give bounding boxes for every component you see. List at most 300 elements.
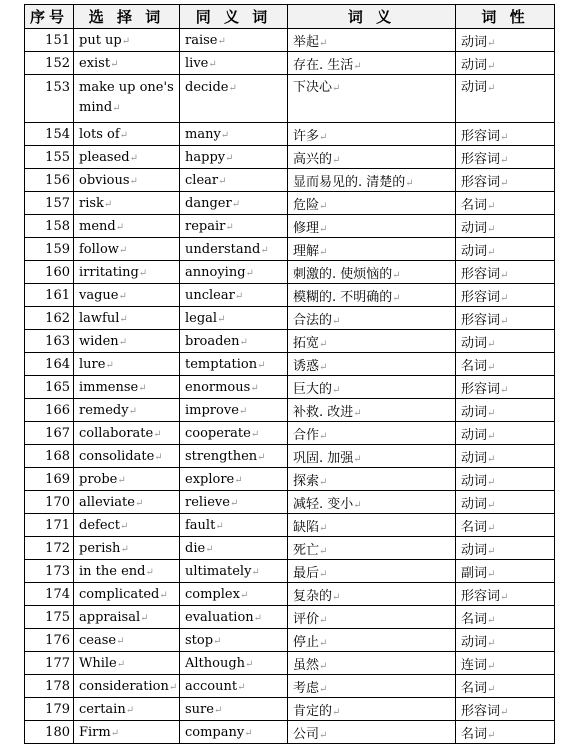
row-part-of-speech bbox=[456, 445, 555, 468]
row-synonym bbox=[180, 169, 288, 192]
paragraph-mark-icon: ↵ bbox=[487, 545, 496, 557]
row-synonym-text: improve bbox=[185, 402, 239, 418]
row-part-of-speech-text: 动词 bbox=[461, 243, 488, 259]
row-synonym bbox=[180, 284, 288, 307]
row-part-of-speech-text: 动词 bbox=[461, 34, 488, 50]
paragraph-mark-icon: ↵ bbox=[500, 384, 509, 396]
row-part-of-speech bbox=[456, 560, 555, 583]
paragraph-mark-icon: ↵ bbox=[500, 269, 509, 281]
row-part-of-speech bbox=[456, 75, 555, 123]
paragraph-mark-icon: ↵ bbox=[487, 453, 496, 465]
row-meaning bbox=[288, 468, 456, 491]
row-number bbox=[25, 491, 74, 514]
row-synonym bbox=[180, 514, 288, 537]
row-word-text: follow bbox=[79, 241, 119, 257]
paragraph-mark-icon: ↵ bbox=[234, 290, 244, 302]
row-word-text: widen bbox=[79, 333, 119, 349]
paragraph-mark-icon: ↵ bbox=[251, 566, 260, 578]
paragraph-mark-icon: ↵ bbox=[205, 543, 214, 555]
paragraph-mark-icon: ↵ bbox=[487, 522, 496, 534]
row-part-of-speech-text: 名词 bbox=[461, 197, 488, 213]
paragraph-mark-icon: ↵ bbox=[500, 292, 509, 304]
paragraph-mark-icon: ↵ bbox=[110, 58, 119, 70]
row-word bbox=[74, 284, 180, 307]
row-number bbox=[25, 445, 74, 468]
paragraph-mark-icon: ↵ bbox=[487, 637, 496, 649]
row-word bbox=[74, 606, 180, 629]
row-part-of-speech-text: 动词 bbox=[461, 57, 488, 73]
row-synonym-text: strengthen bbox=[185, 448, 258, 464]
paragraph-mark-icon: ↵ bbox=[487, 83, 496, 94]
paragraph-mark-icon: ↵ bbox=[239, 589, 249, 601]
paragraph-mark-icon: ↵ bbox=[118, 290, 127, 302]
row-number-text: 168 bbox=[45, 448, 70, 464]
paragraph-mark-icon: ↵ bbox=[257, 359, 266, 371]
row-number-text: 163 bbox=[45, 333, 70, 349]
paragraph-mark-icon: ↵ bbox=[487, 37, 496, 49]
paragraph-mark-icon: ↵ bbox=[115, 221, 125, 233]
row-word-text: collaborate bbox=[79, 425, 154, 441]
row-part-of-speech-text: 连词 bbox=[461, 657, 488, 673]
paragraph-mark-icon: ↵ bbox=[116, 658, 126, 670]
row-synonym bbox=[180, 698, 288, 721]
row-synonym bbox=[180, 583, 288, 606]
row-number-text: 165 bbox=[45, 379, 70, 395]
table-row bbox=[25, 330, 555, 353]
row-number bbox=[25, 376, 74, 399]
paragraph-mark-icon: ↵ bbox=[332, 83, 341, 94]
row-meaning bbox=[288, 491, 456, 514]
row-synonym-text: many bbox=[185, 126, 221, 142]
row-part-of-speech-text: 动词 bbox=[461, 427, 488, 443]
paragraph-mark-icon: ↵ bbox=[117, 474, 126, 486]
row-number bbox=[25, 721, 74, 744]
paragraph-mark-icon: ↵ bbox=[129, 152, 139, 164]
paragraph-mark-icon: ↵ bbox=[213, 704, 223, 716]
row-word-text: put up bbox=[79, 32, 122, 48]
table-row bbox=[25, 399, 555, 422]
row-synonym-text: live bbox=[185, 55, 209, 71]
row-meaning bbox=[288, 675, 456, 698]
row-meaning-text: 显而易见的. 清楚的 bbox=[293, 174, 406, 190]
paragraph-mark-icon: ↵ bbox=[118, 244, 128, 256]
row-number-text: 180 bbox=[45, 724, 70, 740]
row-number-text: 154 bbox=[45, 126, 70, 142]
row-meaning bbox=[288, 261, 456, 284]
paragraph-mark-icon: ↵ bbox=[105, 359, 114, 371]
row-part-of-speech bbox=[456, 514, 555, 537]
row-word-text: lure bbox=[79, 356, 106, 372]
paragraph-mark-icon: ↵ bbox=[353, 60, 362, 72]
row-meaning-text: 许多 bbox=[293, 128, 320, 144]
row-word bbox=[74, 721, 180, 744]
row-number bbox=[25, 606, 74, 629]
row-number-text: 167 bbox=[45, 425, 70, 441]
row-meaning bbox=[288, 422, 456, 445]
paragraph-mark-icon: ↵ bbox=[332, 154, 341, 166]
row-part-of-speech-text: 形容词 bbox=[461, 174, 501, 190]
row-part-of-speech-text: 动词 bbox=[461, 473, 488, 489]
row-meaning-text: 下决心 bbox=[293, 80, 333, 95]
row-number bbox=[25, 307, 74, 330]
row-synonym-text: relieve bbox=[185, 494, 230, 510]
row-number bbox=[25, 29, 74, 52]
row-meaning bbox=[288, 698, 456, 721]
paragraph-mark-icon: ↵ bbox=[500, 591, 509, 603]
row-word bbox=[74, 146, 180, 169]
row-word bbox=[74, 75, 180, 123]
paragraph-mark-icon: ↵ bbox=[217, 313, 226, 325]
row-synonym-text: understand bbox=[185, 241, 261, 257]
paragraph-mark-icon: ↵ bbox=[319, 545, 328, 557]
paragraph-mark-icon: ↵ bbox=[238, 405, 248, 417]
row-part-of-speech-text: 形容词 bbox=[461, 289, 501, 305]
paragraph-mark-icon: ↵ bbox=[319, 614, 328, 626]
row-word-text: immense bbox=[79, 379, 139, 395]
paragraph-mark-icon: ↵ bbox=[392, 269, 401, 281]
row-meaning bbox=[288, 169, 456, 192]
paragraph-mark-icon: ↵ bbox=[220, 129, 230, 141]
row-number bbox=[25, 514, 74, 537]
row-part-of-speech bbox=[456, 146, 555, 169]
row-meaning bbox=[288, 238, 456, 261]
row-part-of-speech-text: 形容词 bbox=[461, 128, 501, 144]
table-row bbox=[25, 560, 555, 583]
paragraph-mark-icon: ↵ bbox=[213, 635, 222, 647]
row-meaning-text: 危险 bbox=[293, 197, 320, 213]
row-word-text: lots of bbox=[79, 126, 120, 142]
row-word-text: Firm bbox=[79, 724, 111, 740]
row-part-of-speech-text: 形容词 bbox=[461, 151, 501, 167]
paragraph-mark-icon: ↵ bbox=[260, 244, 269, 256]
row-synonym bbox=[180, 652, 288, 675]
row-word bbox=[74, 261, 180, 284]
paragraph-mark-icon: ↵ bbox=[159, 589, 168, 601]
row-part-of-speech-text: 动词 bbox=[461, 404, 488, 420]
paragraph-mark-icon: ↵ bbox=[319, 430, 328, 442]
row-synonym-text: explore bbox=[185, 471, 235, 487]
row-synonym bbox=[180, 307, 288, 330]
row-meaning-text: 缺陷 bbox=[293, 519, 320, 535]
table-row bbox=[25, 376, 555, 399]
row-part-of-speech bbox=[456, 583, 555, 606]
paragraph-mark-icon: ↵ bbox=[234, 474, 243, 486]
paragraph-mark-icon: ↵ bbox=[500, 177, 509, 189]
row-meaning-text: 复杂的 bbox=[293, 588, 333, 604]
row-synonym bbox=[180, 491, 288, 514]
row-meaning-text: 评价 bbox=[293, 611, 320, 627]
row-number-text: 169 bbox=[45, 471, 70, 487]
row-part-of-speech bbox=[456, 468, 555, 491]
paragraph-mark-icon: ↵ bbox=[319, 131, 328, 143]
paragraph-mark-icon: ↵ bbox=[319, 246, 328, 258]
row-word bbox=[74, 376, 180, 399]
row-word bbox=[74, 583, 180, 606]
paragraph-mark-icon: ↵ bbox=[319, 660, 328, 672]
paragraph-mark-icon: ↵ bbox=[138, 382, 147, 394]
row-synonym-text: company bbox=[185, 724, 245, 740]
row-synonym-text: ultimately bbox=[185, 563, 252, 579]
row-word bbox=[74, 468, 180, 491]
paragraph-mark-icon: ↵ bbox=[319, 338, 328, 350]
row-meaning-text: 存在. 生活 bbox=[293, 57, 354, 73]
row-number bbox=[25, 583, 74, 606]
row-meaning bbox=[288, 307, 456, 330]
paragraph-mark-icon: ↵ bbox=[129, 175, 138, 187]
header-word: 选 择 词 bbox=[74, 5, 180, 29]
row-meaning-text: 修理 bbox=[293, 220, 320, 236]
table-body bbox=[25, 29, 555, 744]
row-part-of-speech bbox=[456, 238, 555, 261]
row-number-text: 164 bbox=[45, 356, 70, 372]
table-row bbox=[25, 468, 555, 491]
row-number bbox=[25, 698, 74, 721]
paragraph-mark-icon: ↵ bbox=[332, 384, 341, 396]
paragraph-mark-icon: ↵ bbox=[112, 103, 121, 114]
row-number bbox=[25, 399, 74, 422]
paragraph-mark-icon: ↵ bbox=[245, 267, 254, 279]
row-part-of-speech-text: 动词 bbox=[461, 634, 488, 650]
row-meaning-text: 合作 bbox=[293, 427, 320, 443]
row-synonym-text: happy bbox=[185, 149, 226, 165]
row-word-text: remedy bbox=[79, 402, 129, 418]
paragraph-mark-icon: ↵ bbox=[500, 154, 509, 166]
row-word-text: exist bbox=[79, 55, 111, 71]
paragraph-mark-icon: ↵ bbox=[250, 428, 260, 440]
row-part-of-speech bbox=[456, 606, 555, 629]
row-synonym bbox=[180, 29, 288, 52]
row-part-of-speech-text: 副词 bbox=[461, 565, 488, 581]
row-number bbox=[25, 652, 74, 675]
paragraph-mark-icon: ↵ bbox=[225, 221, 234, 233]
row-word bbox=[74, 675, 180, 698]
row-meaning bbox=[288, 284, 456, 307]
row-number bbox=[25, 468, 74, 491]
row-meaning-text: 合法的 bbox=[293, 312, 333, 328]
row-number-text: 179 bbox=[45, 701, 70, 717]
row-number bbox=[25, 169, 74, 192]
row-word-text: obvious bbox=[79, 172, 130, 188]
row-part-of-speech bbox=[456, 169, 555, 192]
paragraph-mark-icon: ↵ bbox=[319, 37, 328, 49]
row-meaning bbox=[288, 192, 456, 215]
row-word bbox=[74, 238, 180, 261]
header-synonym: 同 义 词 bbox=[180, 5, 288, 29]
paragraph-mark-icon: ↵ bbox=[257, 451, 266, 463]
paragraph-mark-icon: ↵ bbox=[487, 361, 496, 373]
row-synonym-text: broaden bbox=[185, 333, 240, 349]
paragraph-mark-icon: ↵ bbox=[319, 361, 328, 373]
row-part-of-speech-text: 形容词 bbox=[461, 703, 501, 719]
row-word bbox=[74, 192, 180, 215]
row-number-text: 153 bbox=[45, 80, 70, 95]
row-part-of-speech bbox=[456, 491, 555, 514]
paragraph-mark-icon: ↵ bbox=[103, 198, 113, 210]
row-meaning-text: 高兴的 bbox=[293, 151, 333, 167]
row-meaning bbox=[288, 353, 456, 376]
row-synonym-text: unclear bbox=[185, 287, 235, 303]
row-meaning-text: 减轻. 变小 bbox=[293, 496, 354, 512]
paragraph-mark-icon: ↵ bbox=[392, 292, 401, 304]
paragraph-mark-icon: ↵ bbox=[332, 706, 341, 718]
paragraph-mark-icon: ↵ bbox=[487, 200, 496, 212]
row-meaning bbox=[288, 721, 456, 744]
row-word-text: defect bbox=[79, 517, 121, 533]
paragraph-mark-icon: ↵ bbox=[225, 152, 234, 164]
row-number-text: 152 bbox=[45, 55, 70, 71]
row-synonym bbox=[180, 75, 288, 123]
row-part-of-speech-text: 动词 bbox=[461, 496, 488, 512]
row-word bbox=[74, 652, 180, 675]
row-synonym bbox=[180, 376, 288, 399]
row-part-of-speech-text: 动词 bbox=[461, 450, 488, 466]
table-row bbox=[25, 75, 555, 123]
paragraph-mark-icon: ↵ bbox=[140, 612, 149, 624]
row-synonym bbox=[180, 146, 288, 169]
row-meaning bbox=[288, 29, 456, 52]
row-number-text: 176 bbox=[45, 632, 70, 648]
row-part-of-speech bbox=[456, 330, 555, 353]
row-word bbox=[74, 330, 180, 353]
row-word-text: risk bbox=[79, 195, 104, 211]
table-row bbox=[25, 629, 555, 652]
row-number bbox=[25, 261, 74, 284]
row-word-text: pleased bbox=[79, 149, 130, 165]
row-meaning bbox=[288, 606, 456, 629]
row-part-of-speech-text: 动词 bbox=[461, 542, 488, 558]
row-meaning bbox=[288, 629, 456, 652]
paragraph-mark-icon: ↵ bbox=[128, 405, 137, 417]
table-row bbox=[25, 261, 555, 284]
table-row bbox=[25, 537, 555, 560]
row-word bbox=[74, 215, 180, 238]
row-synonym bbox=[180, 330, 288, 353]
row-meaning bbox=[288, 52, 456, 75]
row-synonym-text: Although bbox=[185, 655, 246, 671]
paragraph-mark-icon: ↵ bbox=[487, 499, 496, 511]
row-synonym-text: raise bbox=[185, 32, 218, 48]
row-part-of-speech-text: 动词 bbox=[461, 80, 488, 95]
row-synonym-text: clear bbox=[185, 172, 219, 188]
row-meaning bbox=[288, 215, 456, 238]
row-number bbox=[25, 75, 74, 123]
row-synonym-text: fault bbox=[185, 517, 216, 533]
paragraph-mark-icon: ↵ bbox=[125, 704, 135, 716]
paragraph-mark-icon: ↵ bbox=[500, 131, 509, 143]
row-meaning bbox=[288, 514, 456, 537]
row-word bbox=[74, 514, 180, 537]
row-meaning bbox=[288, 75, 456, 123]
paragraph-mark-icon: ↵ bbox=[116, 635, 125, 647]
row-word bbox=[74, 560, 180, 583]
table-row bbox=[25, 215, 555, 238]
row-number bbox=[25, 284, 74, 307]
paragraph-mark-icon: ↵ bbox=[353, 407, 362, 419]
row-word bbox=[74, 52, 180, 75]
row-part-of-speech-text: 动词 bbox=[461, 220, 488, 236]
paragraph-mark-icon: ↵ bbox=[487, 614, 496, 626]
row-word-text: appraisal bbox=[79, 609, 141, 625]
row-meaning-text: 模糊的. 不明确的 bbox=[293, 289, 393, 305]
row-number-text: 158 bbox=[45, 218, 70, 234]
row-synonym bbox=[180, 215, 288, 238]
row-meaning bbox=[288, 399, 456, 422]
row-part-of-speech bbox=[456, 376, 555, 399]
row-synonym bbox=[180, 468, 288, 491]
row-synonym bbox=[180, 606, 288, 629]
row-word bbox=[74, 491, 180, 514]
row-meaning bbox=[288, 560, 456, 583]
row-number-text: 156 bbox=[45, 172, 70, 188]
paragraph-mark-icon: ↵ bbox=[487, 430, 496, 442]
row-part-of-speech bbox=[456, 192, 555, 215]
row-word-text: in the end bbox=[79, 563, 146, 579]
paragraph-mark-icon: ↵ bbox=[245, 658, 254, 670]
paragraph-mark-icon: ↵ bbox=[487, 246, 496, 258]
row-part-of-speech bbox=[456, 422, 555, 445]
row-number-text: 166 bbox=[45, 402, 70, 418]
row-meaning-text: 举起 bbox=[293, 34, 320, 50]
row-synonym-text: stop bbox=[185, 632, 214, 648]
paragraph-mark-icon: ↵ bbox=[500, 315, 509, 327]
paragraph-mark-icon: ↵ bbox=[405, 177, 414, 189]
row-synonym bbox=[180, 422, 288, 445]
row-part-of-speech-text: 名词 bbox=[461, 680, 488, 696]
table-row bbox=[25, 652, 555, 675]
paragraph-mark-icon: ↵ bbox=[253, 612, 263, 624]
paragraph-mark-icon: ↵ bbox=[208, 58, 217, 70]
row-number bbox=[25, 146, 74, 169]
table-row bbox=[25, 238, 555, 261]
row-synonym-text: die bbox=[185, 540, 206, 556]
table-row bbox=[25, 192, 555, 215]
row-meaning-text: 诱惑 bbox=[293, 358, 320, 374]
row-synonym-text: repair bbox=[185, 218, 226, 234]
row-number bbox=[25, 422, 74, 445]
table-row bbox=[25, 445, 555, 468]
row-part-of-speech-text: 名词 bbox=[461, 358, 488, 374]
row-word-text: make up one's mind bbox=[79, 80, 174, 115]
row-synonym bbox=[180, 192, 288, 215]
row-part-of-speech bbox=[456, 652, 555, 675]
paragraph-mark-icon: ↵ bbox=[119, 129, 129, 141]
paragraph-mark-icon: ↵ bbox=[153, 428, 162, 440]
paragraph-mark-icon: ↵ bbox=[121, 35, 131, 47]
table-row bbox=[25, 606, 555, 629]
paragraph-mark-icon: ↵ bbox=[250, 382, 259, 394]
row-meaning bbox=[288, 376, 456, 399]
row-meaning bbox=[288, 537, 456, 560]
row-number-text: 177 bbox=[45, 655, 70, 671]
paragraph-mark-icon: ↵ bbox=[134, 497, 144, 509]
row-meaning-text: 补救. 改进 bbox=[293, 404, 354, 420]
row-part-of-speech bbox=[456, 675, 555, 698]
row-word bbox=[74, 537, 180, 560]
row-word-text: irritating bbox=[79, 264, 139, 280]
row-synonym bbox=[180, 445, 288, 468]
row-number bbox=[25, 215, 74, 238]
row-meaning-text: 探索 bbox=[293, 473, 320, 489]
row-word bbox=[74, 422, 180, 445]
row-word bbox=[74, 399, 180, 422]
row-synonym bbox=[180, 675, 288, 698]
row-number bbox=[25, 123, 74, 146]
row-number-text: 170 bbox=[45, 494, 70, 510]
row-number-text: 171 bbox=[45, 517, 70, 533]
row-synonym bbox=[180, 238, 288, 261]
paragraph-mark-icon: ↵ bbox=[138, 267, 148, 279]
row-synonym-text: annoying bbox=[185, 264, 246, 280]
